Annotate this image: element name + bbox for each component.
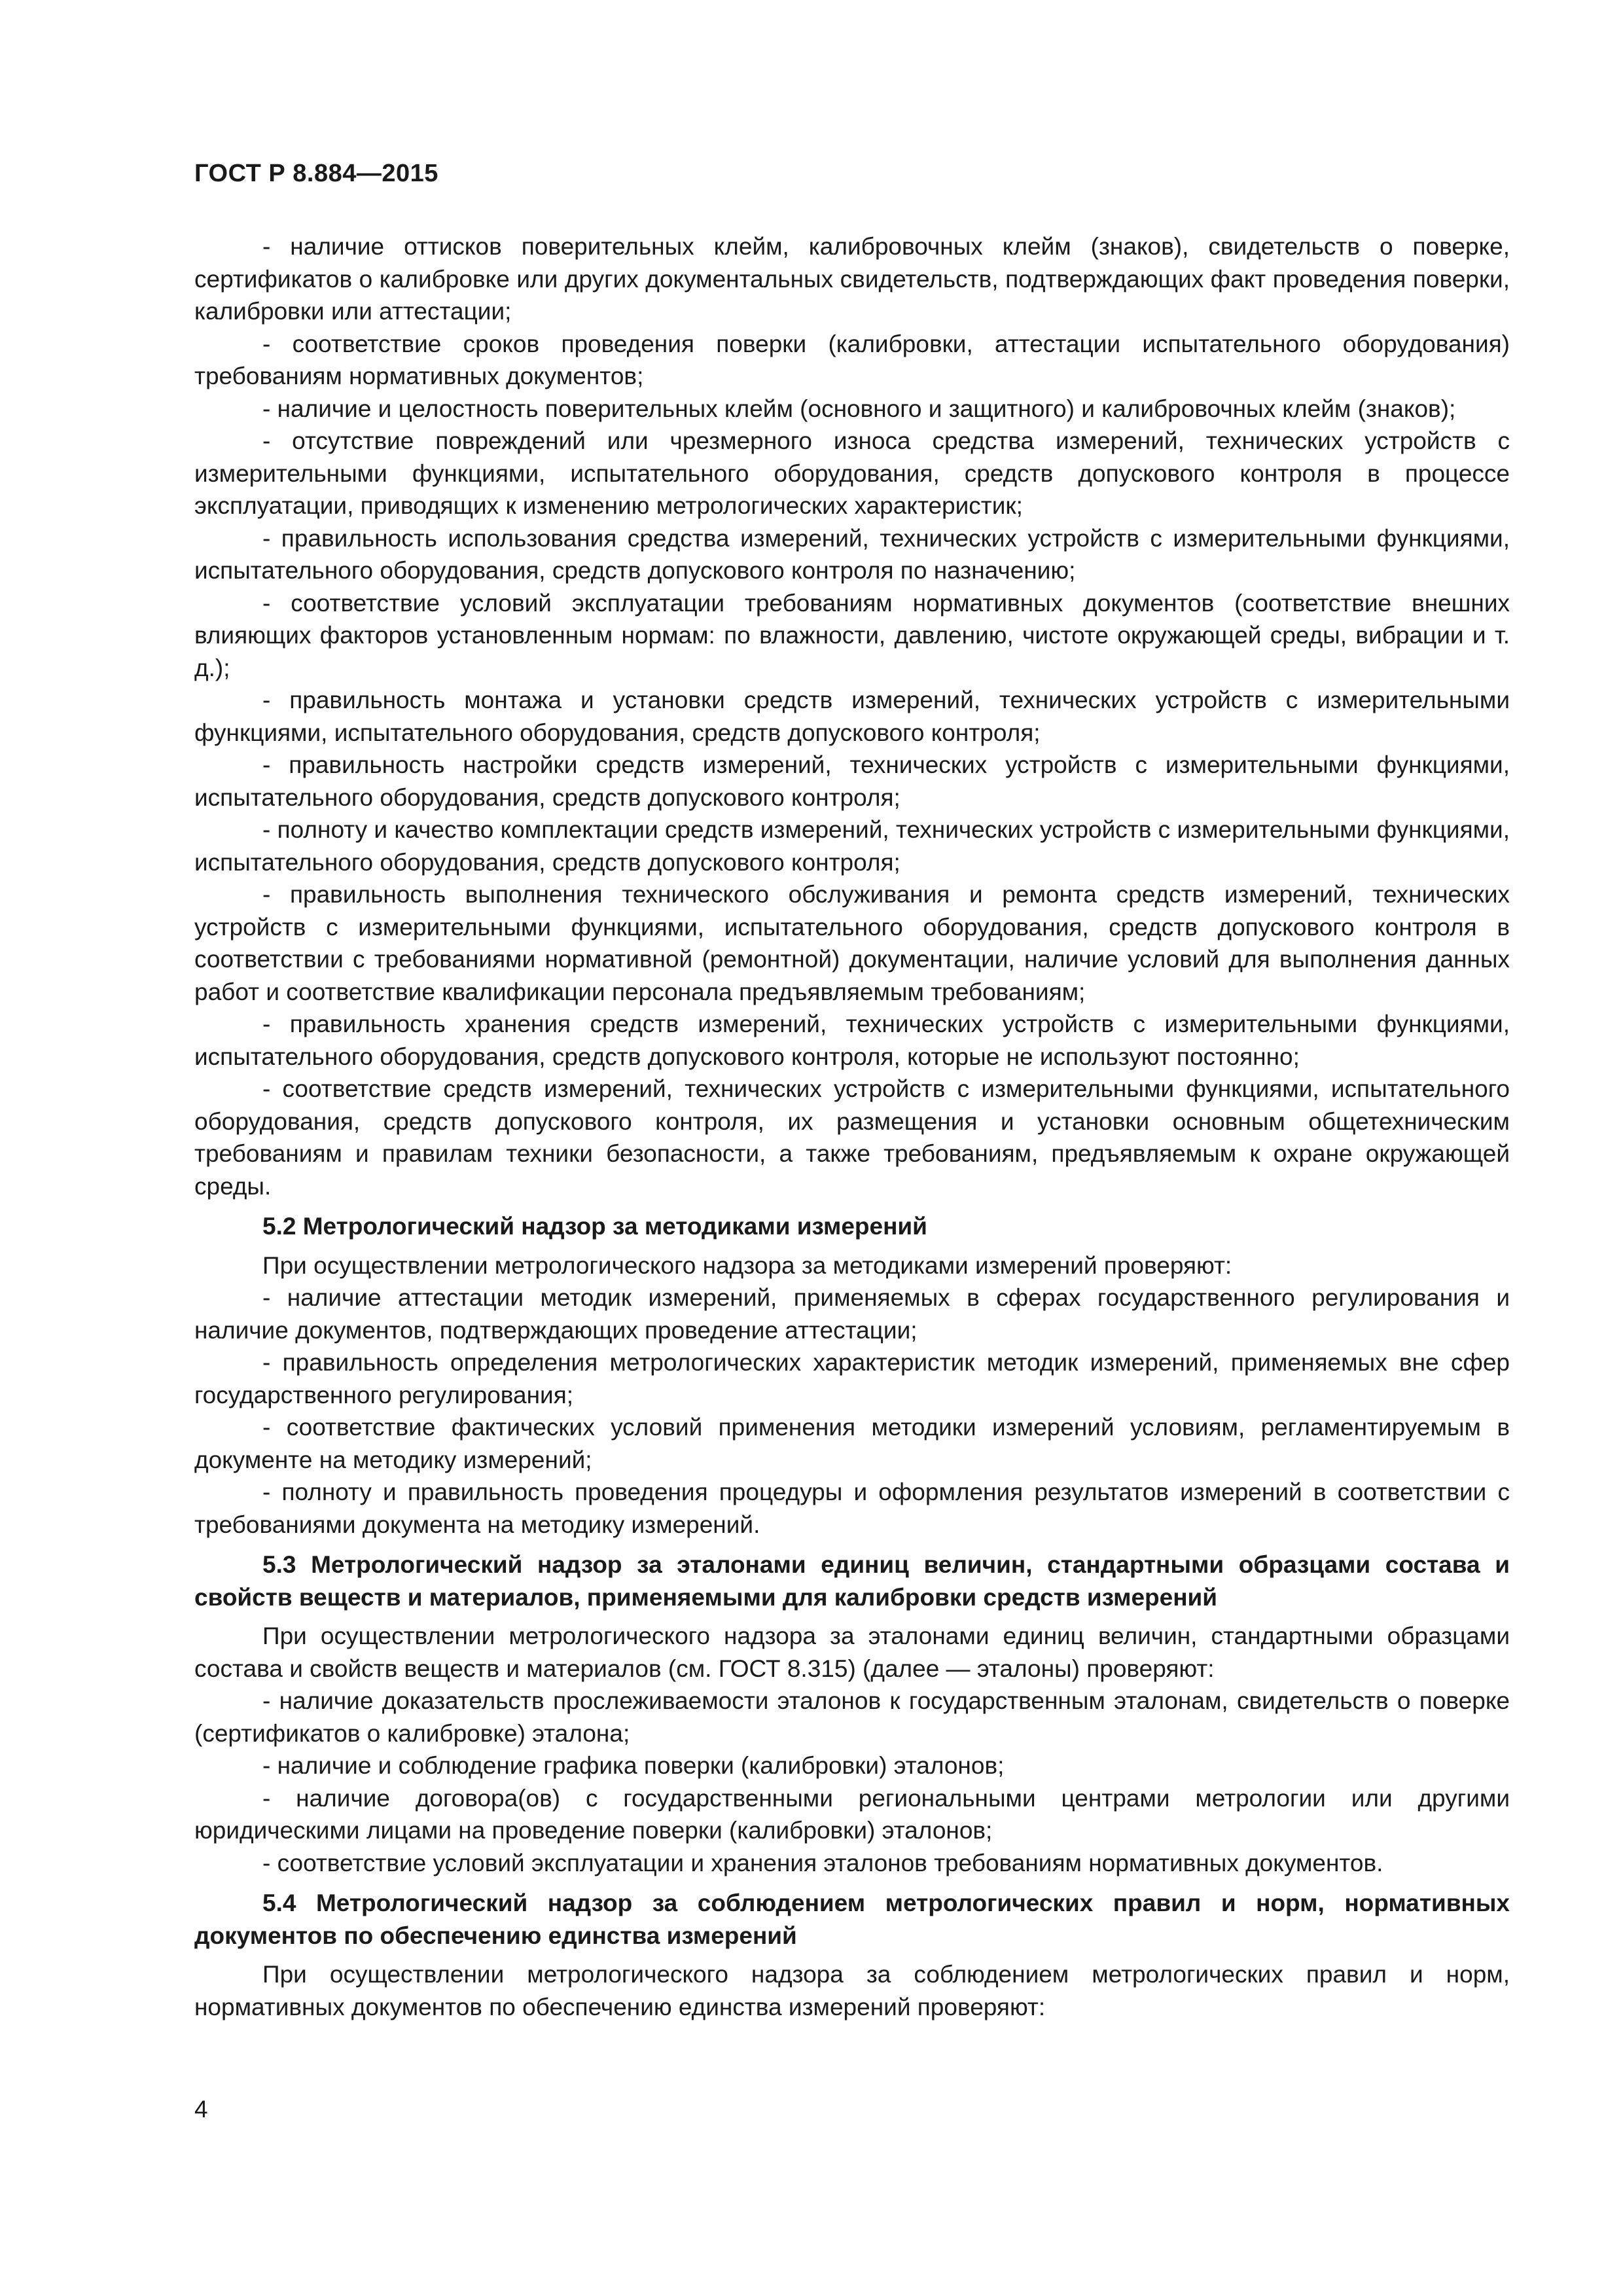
list-item: - правильность использования средства измерений, технических устройств с измерительными функциями, испытательного оборудования, средств допускового контроля по назначению; xyxy=(194,524,1510,584)
list-item: - наличие и целостность поверительных клейм (основного и защитного) и калибровочных клейм (знаков); xyxy=(262,395,1456,422)
list-item: - наличие доказательств прослеживаемости эталонов к государственным эталонам, свидетельств о поверке (сертификатов о калибровке) эталона; xyxy=(194,1687,1510,1747)
list-item: - правильность определения метрологических характеристик методик измерений, применяемых вне сфер государственного регулирования; xyxy=(194,1349,1510,1408)
list-item: - соответствие условий эксплуатации требованиям нормативных документов (соответствие внешних влияющих факторов установленным нормам: по влажности, давлению, чистоте окружающей среды, вибрации и т. д.); xyxy=(194,589,1510,681)
section-heading-5-3: 5.3 Метрологический надзор за эталонами единиц величин, стандартными образцами состава и свойств веществ и материалов, применяемыми для калибровки средств измерений xyxy=(194,1551,1510,1611)
list-item: - наличие договора(ов) с государственными региональными центрами метрологии или другими юридическими лицами на проведение поверки (калибровки) эталонов; xyxy=(194,1784,1510,1844)
intro-paragraph: При осуществлении метрологического надзора за соблюдением метрологических правил и норм, нормативных документов по обеспечению единства измерений проверяют: xyxy=(194,1961,1510,2020)
list-item: - правильность настройки средств измерений, технических устройств с измерительными функциями, испытательного оборудования, средств допускового контроля; xyxy=(194,751,1510,811)
list-item: - наличие оттисков поверительных клейм, калибровочных клейм (знаков), свидетельств о поверке, сертификатов о калибровке или других документальных свидетельств, подтверждающих факт проведения поверки, калибровки или аттестации; xyxy=(194,233,1510,325)
section-heading-5-4: 5.4 Метрологический надзор за соблюдением метрологических правил и норм, нормативных документов по обеспечению единства измерений xyxy=(194,1890,1510,1949)
list-item: - соответствие фактических условий применения методики измерений условиям, регламентируемым в документе на методику измерений; xyxy=(194,1414,1510,1473)
list-item: - полноту и правильность проведения процедуры и оформления результатов измерений в соответствии с требованиями документа на методику измерений. xyxy=(194,1479,1510,1538)
list-item: - полноту и качество комплектации средств измерений, технических устройств с измерительными функциями, испытательного оборудования, средств допускового контроля; xyxy=(194,816,1510,876)
list-item: - правильность выполнения технического обслуживания и ремонта средств измерений, технических устройств с измерительными функциями, испытательного оборудования, средств допускового контроля в соответствии с требованиями нормативной (ремонтной) документации, наличие условий для выполнения данных работ и соответствие квалификации персонала предъявляемым требованиям; xyxy=(194,881,1510,1005)
list-item: - наличие и соблюдение графика поверки (калибровки) эталонов; xyxy=(262,1752,1005,1779)
list-item: - соответствие условий эксплуатации и хранения эталонов требованиям нормативных документов. xyxy=(262,1849,1383,1876)
intro-paragraph: При осуществлении метрологического надзора за эталонами единиц величин, стандартными образцами состава и свойств веществ и материалов (см. ГОСТ 8.315) (далее — эталоны) проверяют: xyxy=(194,1623,1510,1682)
list-item: - правильность хранения средств измерений, технических устройств с измерительными функциями, испытательного оборудования, средств допускового контроля, которые не используют постоянно; xyxy=(194,1011,1510,1070)
list-item: - соответствие сроков проведения поверки (калибровки, аттестации испытательного оборудования) требованиям нормативных документов; xyxy=(194,330,1510,389)
list-item: - отсутствие повреждений или чрезмерного износа средства измерений, технических устройств с измерительными функциями, испытательного оборудования, средств допускового контроля в процессе эксплуатации, приводящих к изменению метрологических характеристик; xyxy=(194,427,1510,519)
list-item: - соответствие средств измерений, технических устройств с измерительными функциями, испытательного оборудования, средств допускового контроля, их размещения и установки основным общетехническим требованиям и правилам техники безопасности, а также требованиям, предъявляемым к охране окружающей среды. xyxy=(194,1075,1510,1200)
page-number: 4 xyxy=(194,2096,208,2123)
document-body xyxy=(194,230,1510,2023)
intro-paragraph: При осуществлении метрологического надзора за методиками измерений проверяют: xyxy=(262,1251,1232,1279)
list-item: - правильность монтажа и установки средств измерений, технических устройств с измерительными функциями, испытательного оборудования, средств допускового контроля; xyxy=(194,687,1510,746)
list-item: - наличие аттестации методик измерений, применяемых в сферах государственного регулирования и наличие документов, подтверждающих проведение аттестации; xyxy=(194,1284,1510,1344)
section-heading-5-2: 5.2 Метрологический надзор за методиками измерений xyxy=(262,1213,927,1240)
document-header: ГОСТ Р 8.884—2015 xyxy=(194,160,438,187)
